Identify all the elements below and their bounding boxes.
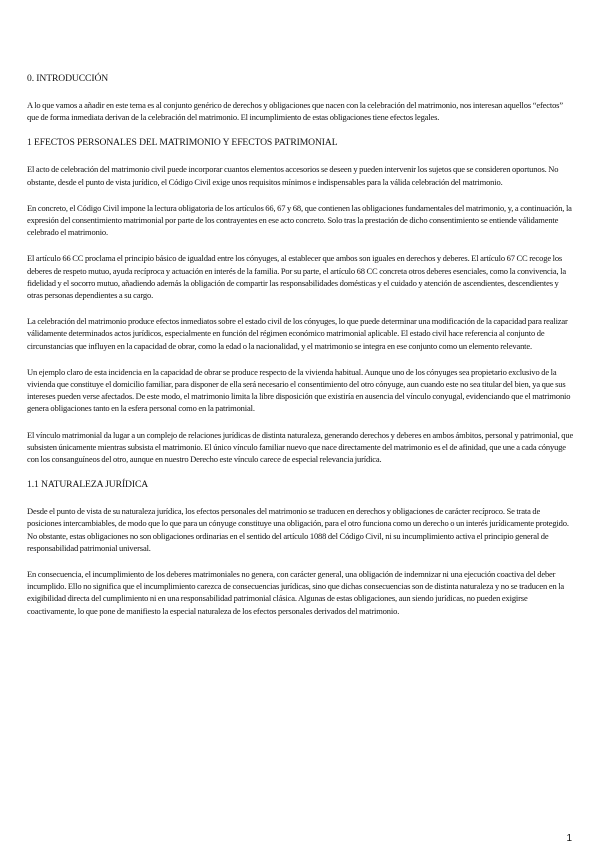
paragraph: En consecuencia, el incumplimiento de los deberes matrimoniales no genera, con carácter general, una obligación de indemnizar ni una ejecución coactiva del deber incumplido. Ello no significa que el incumplimiento carezca de consecuencias jurídicas, sino que dichas consecuencias son de distinta naturaleza y no se traducen en la exigibilidad directa del cumplimiento ni en una responsabilidad patrimonial clásica. Algunas de estas obligaciones, aun siendo jurídicas, no pueden exigirse coactivamente, lo que pone de manifiesto la especial naturaleza de los efectos personales derivados del matrimonio. xyxy=(27,569,565,616)
section-heading: 1 EFECTOS PERSONALES DEL MATRIMONIO Y EFECTOS PATRIMONIAL xyxy=(27,137,338,149)
section-heading: 0. INTRODUCCIÓN xyxy=(27,73,109,84)
paragraph: En concreto, el Código Civil impone la lectura obligatoria de los artículos 66, 67 y 68, que contienen las obligaciones fundamentales del matrimonio, y, a continuación, la expresión del consentimiento matrimonial por parte de los contrayentes en ese acto concreto. Solo tras la prestación de dicho consentimiento se entiende válidamente celebrado el matrimonio. xyxy=(27,202,572,238)
section-introduccion xyxy=(27,73,575,123)
paragraph: Un ejemplo claro de esta incidencia en la capacidad de obrar se produce respecto de la vivienda habitual. Aunque uno de los cónyuges sea propietario exclusivo de la vivienda que constituye el domicilio familiar, para disponer de ella será necesario el consentimiento del otro cónyuge, aun cuando este no sea titular del bien, ya que sus intereses pueden verse afectados. De este modo, el matrimonio limita la libre disposición que existiría en ausencia del vínculo conyugal, evidenciando que el matrimonio genera obligaciones tanto en la esfera personal como en la patrimonial. xyxy=(27,366,571,414)
paragraph: Desde el punto de vista de su naturaleza jurídica, los efectos personales del matrimonio se traducen en derechos y obligaciones de carácter recíproco. Se trata de posiciones intercambiables, de modo que lo que para un cónyuge constituye una obligación, para el otro funciona como un derecho o un interés jurídicamente protegido. No obstante, estas obligaciones no son obligaciones ordinarias en el sentido del artículo 1088 del Código Civil, ni su incumplimiento activa el principio general de responsabilidad patrimonial universal. xyxy=(27,506,569,553)
paragraph: La celebración del matrimonio produce efectos inmediatos sobre el estado civil de los cónyuges, lo que puede determinar una modificación de la capacidad para realizar válidamente determinados actos jurídicos, especialmente en función del régimen económico matrimonial aplicable. El estado civil hace referencia al conjunto de circunstancias que influyen en la capacidad de obrar, como la edad o la nacionalidad, y el matrimonio se integra en ese conjunto como un elemento relevante. xyxy=(27,316,568,351)
paragraph: El artículo 66 CC proclama el principio básico de igualdad entre los cónyuges, al establecer que ambos son iguales en derechos y deberes. El artículo 67 CC recoge los deberes de respeto mutuo, ayuda recíproca y actuación en interés de la familia. Por su parte, el artículo 68 CC concreta otros deberes esenciales, como la convivencia, la fidelidad y el socorro mutuo, añadiendo además la obligación de compartir las responsabilidades domésticas y el cuidado y atención de ascendientes, descendientes y otras personas dependientes a su cargo. xyxy=(27,253,566,301)
section-heading: 1.1 NATURALEZA JURÍDICA xyxy=(27,479,149,491)
page-number: 1 xyxy=(566,833,572,844)
page-content xyxy=(27,73,575,631)
paragraph: El vínculo matrimonial da lugar a un complejo de relaciones jurídicas de distinta naturaleza, generando derechos y deberes en ambos ámbitos, personal y patrimonial, que subsisten únicamente mientras subsista el matrimonio. El único vínculo familiar nuevo que nace directamente del matrimonio es el de afinidad, que une a cada cónyuge con los consanguíneos del otro, aunque en nuestro Derecho este vínculo carece de especial relevancia jurídica. xyxy=(27,429,574,465)
section-naturaleza-juridica xyxy=(27,479,575,617)
paragraph: A lo que vamos a añadir en este tema es al conjunto genérico de derechos y obligaciones que nacen con la celebración del matrimonio, nos interesan aquellos “efectos” que de forma inmediata derivan de la celebración del matrimonio. El incumplimiento de estas obligaciones tiene efectos legales. xyxy=(27,100,563,123)
paragraph: El acto de celebración del matrimonio civil puede incorporar cuantos elementos accesorios se deseen y pueden intervenir los sujetos que se consideren oportunos. No obstante, desde el punto de vista jurídico, el Código Civil exige unos requisitos mínimos e indispensables para la válida celebración del matrimonio. xyxy=(27,164,559,187)
section-efectos-personales xyxy=(27,137,575,465)
